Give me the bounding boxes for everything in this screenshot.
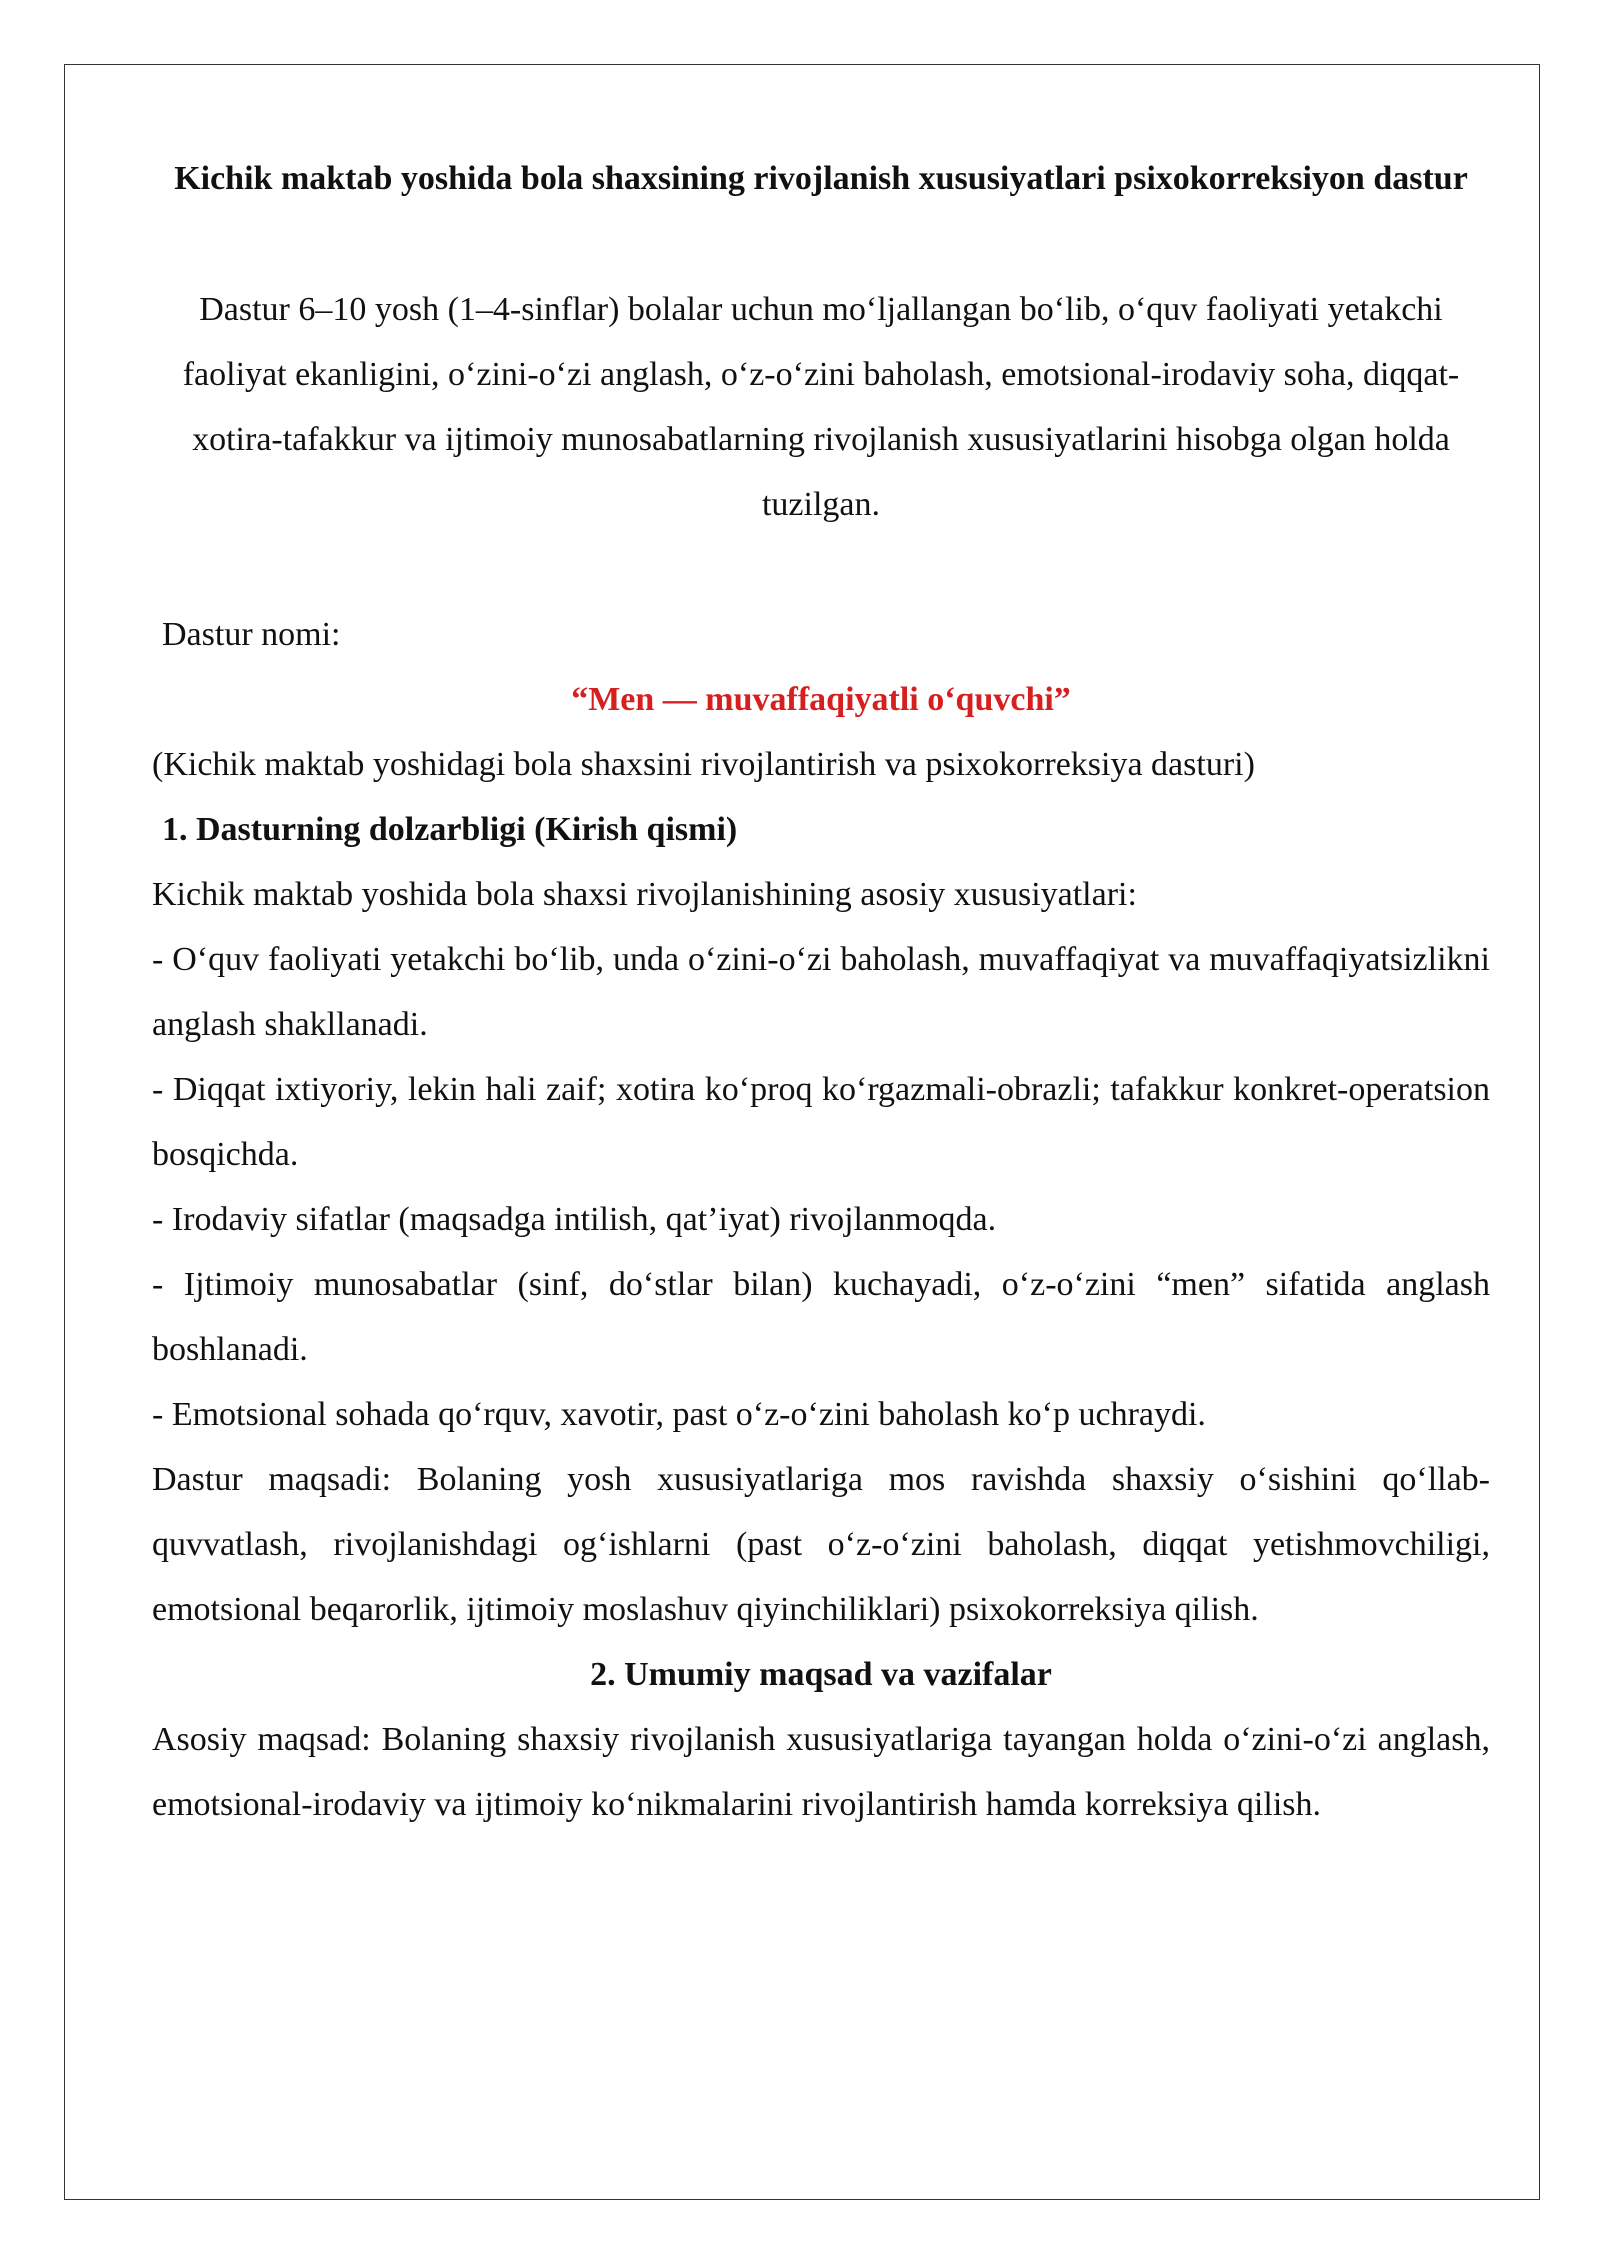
list-item: - O‘quv faoliyati yetakchi bo‘lib, unda o‘zini-o‘zi baholash, muvaffaqiyat va muvaffaqiyatsizlikni anglash shakllanadi. xyxy=(152,941,1490,1043)
section-1-lead: Kichik maktab yoshida bola shaxsi rivojlanishining asosiy xususiyatlari: xyxy=(152,876,1137,913)
program-name-label: Dastur nomi: xyxy=(162,616,341,653)
intro-paragraph: Dastur 6–10 yosh (1–4-sinflar) bolalar uchun mo‘ljallangan bo‘lib, o‘quv faoliyati yetakchi faoliyat ekanligini, o‘zini-o‘zi anglash, o‘z-o‘zini baholash, emotsional-irodaviy soha, diqqat-xotira-tafakkur va ijtimoiy munosabatlarning rivojlanish xususiyatlarini hisobga olgan holda tuzilgan. xyxy=(182,291,1460,523)
list-item: - Emotsional sohada qo‘rquv, xavotir, past o‘z-o‘zini baholash ko‘p uchraydi. xyxy=(152,1396,1206,1433)
list-item: - Diqqat ixtiyoriy, lekin hali zaif; xotira ko‘proq ko‘rgazmali-obrazli; tafakkur konkret-operatsion bosqichda. xyxy=(152,1071,1490,1173)
list-item: - Irodaviy sifatlar (maqsadga intilish, qat’iyat) rivojlanmoqda. xyxy=(152,1201,997,1238)
list-item: - Ijtimoiy munosabatlar (sinf, do‘stlar bilan) kuchayadi, o‘z-o‘zini “men” sifatida anglash boshlanadi. xyxy=(152,1266,1490,1368)
section-2-heading: 2. Umumiy maqsad va vazifalar xyxy=(590,1656,1052,1693)
program-subtitle: (Kichik maktab yoshidagi bola shaxsini rivojlantirish va psixokorreksiya dasturi) xyxy=(152,746,1255,783)
section-2-goal: Asosiy maqsad: Bolaning shaxsiy rivojlanish xususiyatlariga tayangan holda o‘zini-o‘zi anglash, emotsional-irodaviy va ijtimoiy ko‘nikmalarini rivojlantirish hamda korreksiya qilish. xyxy=(152,1721,1490,1823)
document-body xyxy=(152,146,1490,1837)
program-name: “Men — muvaffaqiyatli o‘quvchi” xyxy=(571,681,1071,718)
document-title: Kichik maktab yoshida bola shaxsining rivojlanish xususiyatlari psixokorreksiyon dastur xyxy=(174,160,1468,197)
section-1-goal: Dastur maqsadi: Bolaning yosh xususiyatlariga mos ravishda shaxsiy o‘sishini qo‘llab-quvvatlash, rivojlanishdagi og‘ishlarni (past o‘z-o‘zini baholash, diqqat yetishmovchiligi, emotsional beqarorlik, ijtimoiy moslashuv qiyinchiliklari) psixokorreksiya qilish. xyxy=(152,1461,1490,1628)
section-1-heading: 1. Dasturning dolzarbligi (Kirish qismi) xyxy=(162,811,738,848)
